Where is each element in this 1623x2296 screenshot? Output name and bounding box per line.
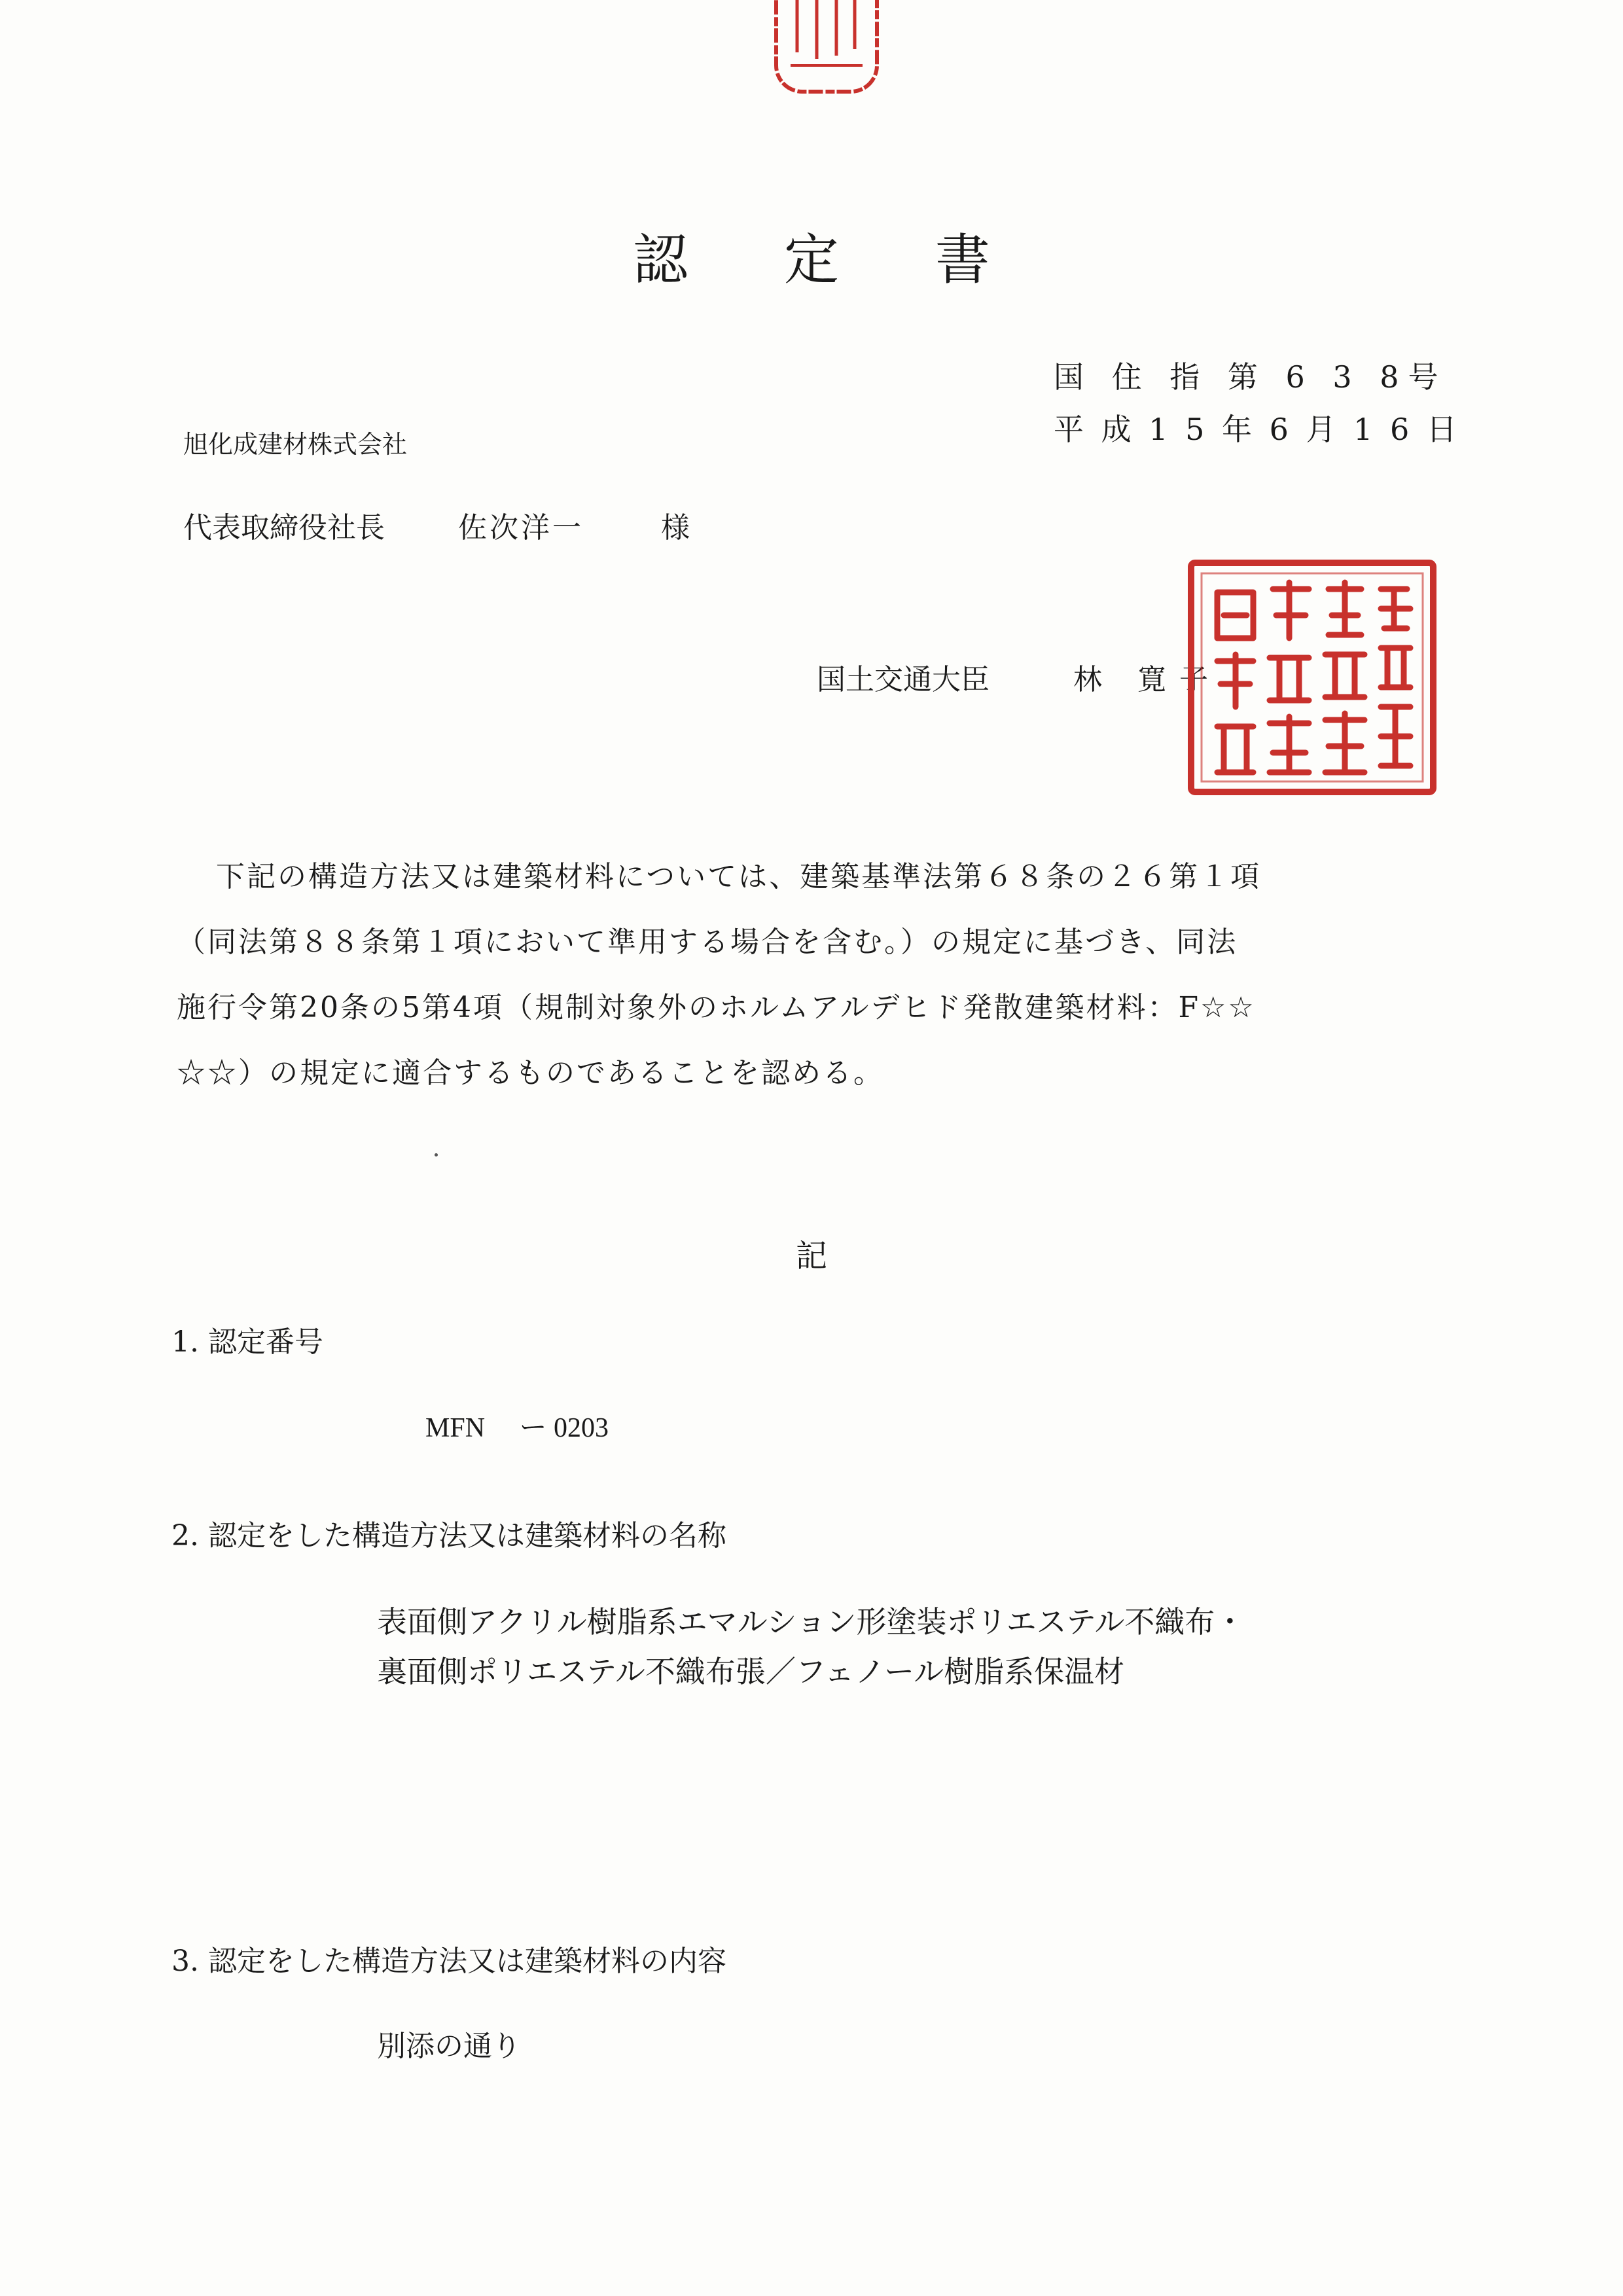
- issuer-name: 林 寛子: [1073, 663, 1221, 696]
- item-3-heading: 3. 認定をした構造方法又は建築材料の内容: [171, 1945, 726, 1978]
- document-date: 平 成 1 5 年 6 月 1 6 日: [1054, 412, 1461, 447]
- item-3-value: 別添の通り: [377, 2030, 521, 2063]
- item-2-heading: 2. 認定をした構造方法又は建築材料の名称: [171, 1519, 726, 1552]
- issuer-title: 国土交通大臣: [817, 663, 990, 696]
- item-2-value-line: 裏面側ポリエステル不織布張／フェノール樹脂系保温材: [377, 1654, 1125, 1689]
- item-1-heading: 1. 認定番号: [171, 1325, 323, 1359]
- item-1-value: MFN ー 0203: [425, 1413, 609, 1443]
- certification-statement: [177, 844, 1420, 1106]
- statement-line: （同法第８８条第１項において準用する場合を含む。）の規定に基づき、同法: [177, 925, 1238, 959]
- statement-line: 下記の構造方法又は建築材料については、建築基準法第６８条の２６第１項: [216, 860, 1262, 893]
- document-number: 国 住 指 第 6 3 8号: [1054, 359, 1448, 395]
- recipient-honorific: 様: [661, 511, 690, 545]
- ki-heading: 記: [795, 1238, 827, 1274]
- item-2-value-line: 表面側アクリル樹脂系エマルション形塗装ポリエステル不織布・: [377, 1604, 1245, 1640]
- document-title: 認 定 書: [633, 228, 1029, 292]
- scan-speck: [435, 1153, 438, 1157]
- statement-line: ☆☆）の規定に適合するものであることを認める。: [177, 1056, 884, 1090]
- partial-seal-top: [771, 0, 882, 111]
- ministry-seal: [1185, 556, 1440, 798]
- recipient-company: 旭化成建材株式会社: [183, 430, 408, 459]
- recipient-position: 代表取締役社長: [183, 511, 385, 545]
- item-2-value: [377, 1597, 1245, 1696]
- recipient-name: 佐次洋一: [458, 511, 584, 545]
- statement-line: 施行令第20条の5第4項（規制対象外のホルムアルデヒド発散建築材料：F☆☆: [177, 991, 1256, 1024]
